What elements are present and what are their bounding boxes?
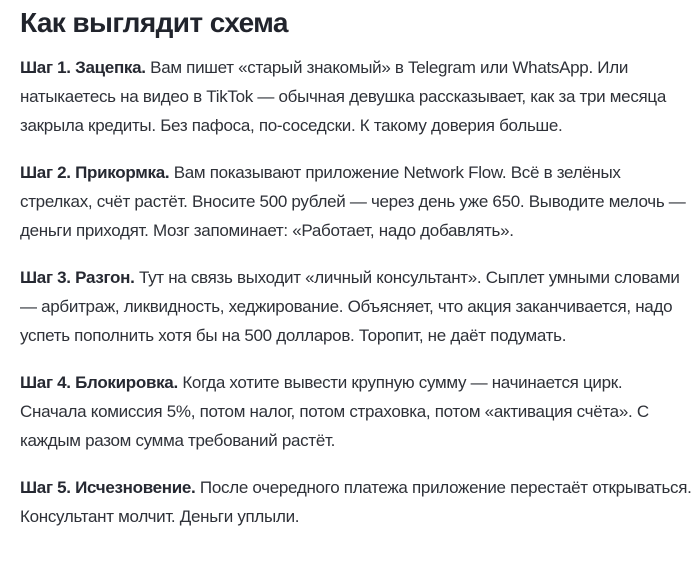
step-lead-3: Шаг 3. Разгон. <box>20 268 135 287</box>
step-lead-4: Шаг 4. Блокировка. <box>20 373 178 392</box>
step-paragraph-2 <box>20 158 692 245</box>
step-lead-1: Шаг 1. Зацепка. <box>20 58 146 77</box>
step-paragraph-1 <box>20 53 692 140</box>
step-lead-5: Шаг 5. Исчезновение. <box>20 478 196 497</box>
step-paragraph-3 <box>20 263 692 350</box>
step-body-5: После очередного платежа приложение перестаёт открываться. Консультант молчит. Деньги уплыли. <box>20 478 692 526</box>
step-lead-2: Шаг 2. Прикормка. <box>20 163 170 182</box>
step-body-3: Тут на связь выходит «личный консультант». Сыплет умными словами — арбитраж, ликвидность, хеджирование. Объясняет, что акция заканчивается, надо успеть пополнить хотя бы на 500 долларов. Торопит, не даёт подумать. <box>20 268 680 345</box>
step-body-1: Вам пишет «старый знакомый» в Telegram или WhatsApp. Или натыкаетесь на видео в TikTok — обычная девушка рассказывает, как за три месяца закрыла кредиты. Без пафоса, по-соседски. К такому доверия больше. <box>20 58 667 135</box>
step-body-2: Вам показывают приложение Network Flow. Всё в зелёных стрелках, счёт растёт. Вносите 500 рублей — через день уже 650. Выводите мелочь — деньги приходят. Мозг запоминает: «Работает, надо добавлять». <box>20 163 686 240</box>
step-paragraph-5 <box>20 473 692 531</box>
step-paragraph-4 <box>20 368 692 455</box>
step-body-4: Когда хотите вывести крупную сумму — начинается цирк. Сначала комиссия 5%, потом налог, потом страховка, потом «активация счёта». С каждым разом сумма требований растёт. <box>20 373 649 450</box>
article-title: Как выглядит схема <box>20 7 288 38</box>
